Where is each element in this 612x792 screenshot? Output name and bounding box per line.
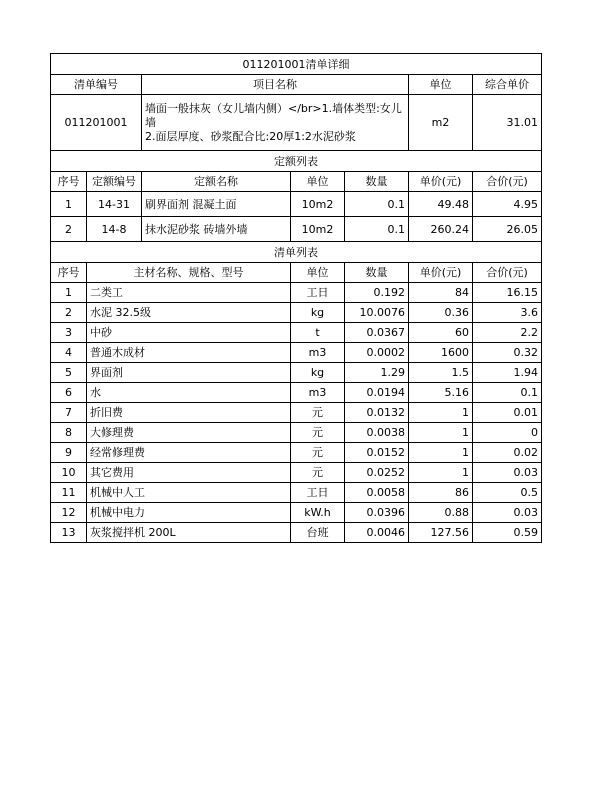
material-unit: kg [291,303,345,323]
material-row [51,283,542,303]
quota-header-row [51,172,542,192]
quota-price: 260.24 [409,217,473,242]
quota-col-total: 合价(元) [473,172,542,192]
material-unit: kg [291,363,345,383]
material-qty: 0.0132 [345,403,409,423]
header-price: 综合单价 [473,75,542,95]
material-no: 5 [51,363,87,383]
material-row [51,443,542,463]
material-name: 水泥 32.5级 [87,303,291,323]
material-unit: t [291,323,345,343]
material-qty: 1.29 [345,363,409,383]
mat-col-unit: 单位 [291,263,345,283]
quota-row [51,192,542,217]
material-no: 1 [51,283,87,303]
material-total: 0.59 [473,523,542,543]
material-no: 2 [51,303,87,323]
mat-col-name: 主材名称、规格、型号 [87,263,291,283]
material-name: 水 [87,383,291,403]
mat-col-no: 序号 [51,263,87,283]
material-total: 3.6 [473,303,542,323]
item-code: 011201001 [51,95,142,151]
material-row [51,323,542,343]
material-price: 5.16 [409,383,473,403]
material-name: 灰浆搅拌机 200L [87,523,291,543]
material-no: 10 [51,463,87,483]
mat-col-total: 合价(元) [473,263,542,283]
material-total: 0.01 [473,403,542,423]
material-no: 4 [51,343,87,363]
material-total: 0.5 [473,483,542,503]
material-no: 6 [51,383,87,403]
material-price: 0.36 [409,303,473,323]
material-row [51,483,542,503]
material-row [51,303,542,323]
material-name: 界面剂 [87,363,291,383]
materials-section-title: 清单列表 [51,242,542,263]
material-no: 13 [51,523,87,543]
sheet-title: 011201001清单详细 [51,54,542,75]
material-price: 1 [409,403,473,423]
material-no: 8 [51,423,87,443]
material-price: 1 [409,423,473,443]
bill-detail-sheet [50,53,541,543]
material-unit: 工日 [291,483,345,503]
material-price: 127.56 [409,523,473,543]
header-code: 清单编号 [51,75,142,95]
item-unit: m2 [409,95,473,151]
quota-col-price: 单价(元) [409,172,473,192]
material-name: 经常修理费 [87,443,291,463]
material-qty: 0.0396 [345,503,409,523]
material-total: 0.1 [473,383,542,403]
material-total: 1.94 [473,363,542,383]
quota-row [51,217,542,242]
bill-detail-table [50,53,542,543]
material-row [51,343,542,363]
quota-col-unit: 单位 [291,172,345,192]
material-price: 1600 [409,343,473,363]
quota-no: 2 [51,217,87,242]
material-qty: 0.0367 [345,323,409,343]
quota-section-row [51,151,542,172]
quota-col-qty: 数量 [345,172,409,192]
material-name: 折旧费 [87,403,291,423]
material-row [51,383,542,403]
material-row [51,523,542,543]
material-price: 1.5 [409,363,473,383]
header-row [51,75,542,95]
material-name: 二类工 [87,283,291,303]
material-qty: 0.0152 [345,443,409,463]
material-name: 机械中人工 [87,483,291,503]
material-qty: 0.0194 [345,383,409,403]
item-row [51,95,542,151]
quota-col-code: 定额编号 [87,172,142,192]
material-total: 0 [473,423,542,443]
material-total: 0.03 [473,463,542,483]
quota-name: 抹水泥砂浆 砖墙外墙 [142,217,291,242]
quota-name: 刷界面剂 混凝土面 [142,192,291,217]
material-name: 机械中电力 [87,503,291,523]
material-qty: 0.0046 [345,523,409,543]
header-name: 项目名称 [142,75,409,95]
material-qty: 0.192 [345,283,409,303]
material-qty: 0.0058 [345,483,409,503]
quota-section-title: 定额列表 [51,151,542,172]
table-body [51,54,542,543]
material-name: 中砂 [87,323,291,343]
material-price: 1 [409,443,473,463]
quota-unit: 10m2 [291,192,345,217]
material-row [51,403,542,423]
header-unit: 单位 [409,75,473,95]
material-no: 9 [51,443,87,463]
quota-col-no: 序号 [51,172,87,192]
material-qty: 10.0076 [345,303,409,323]
material-unit: kW.h [291,503,345,523]
quota-total: 26.05 [473,217,542,242]
material-row [51,463,542,483]
material-price: 1 [409,463,473,483]
material-qty: 0.0002 [345,343,409,363]
quota-qty: 0.1 [345,217,409,242]
material-unit: 元 [291,463,345,483]
material-qty: 0.0252 [345,463,409,483]
material-total: 0.32 [473,343,542,363]
material-unit: 台班 [291,523,345,543]
material-name: 普通木成材 [87,343,291,363]
quota-col-name: 定额名称 [142,172,291,192]
quota-qty: 0.1 [345,192,409,217]
material-unit: m3 [291,383,345,403]
material-name: 其它费用 [87,463,291,483]
quota-code: 14-31 [87,192,142,217]
material-unit: 元 [291,443,345,463]
material-price: 0.88 [409,503,473,523]
material-no: 11 [51,483,87,503]
material-qty: 0.0038 [345,423,409,443]
material-total: 16.15 [473,283,542,303]
material-unit: 元 [291,423,345,443]
material-row [51,423,542,443]
material-row [51,363,542,383]
material-no: 3 [51,323,87,343]
material-price: 60 [409,323,473,343]
material-total: 0.03 [473,503,542,523]
materials-header-row [51,263,542,283]
quota-price: 49.48 [409,192,473,217]
quota-no: 1 [51,192,87,217]
material-unit: 工日 [291,283,345,303]
item-name: 墙面一般抹灰（女儿墙内侧）</br>1.墙体类型:女儿墙 2.面层厚度、砂浆配合比:20厚1:2水泥砂浆 [142,95,409,151]
title-row [51,54,542,75]
quota-code: 14-8 [87,217,142,242]
quota-unit: 10m2 [291,217,345,242]
material-no: 7 [51,403,87,423]
material-total: 0.02 [473,443,542,463]
material-no: 12 [51,503,87,523]
materials-section-row [51,242,542,263]
mat-col-qty: 数量 [345,263,409,283]
material-unit: 元 [291,403,345,423]
material-name: 大修理费 [87,423,291,443]
material-price: 86 [409,483,473,503]
mat-col-price: 单价(元) [409,263,473,283]
quota-total: 4.95 [473,192,542,217]
material-unit: m3 [291,343,345,363]
item-price: 31.01 [473,95,542,151]
material-price: 84 [409,283,473,303]
material-total: 2.2 [473,323,542,343]
material-row [51,503,542,523]
